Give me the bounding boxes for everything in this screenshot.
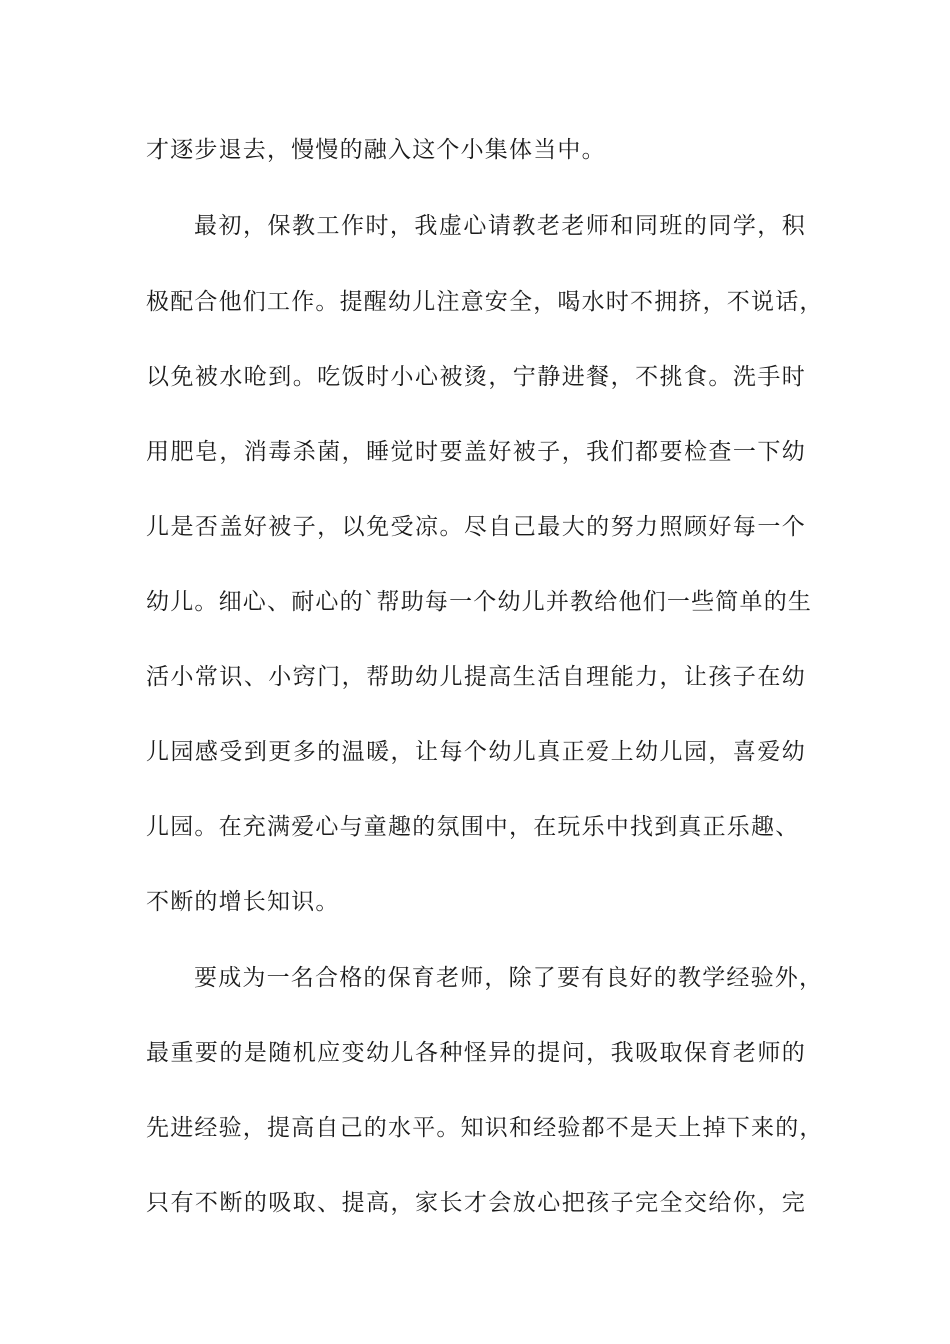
text-line: 先进经验，提高自己的水平。知识和经验都不是天上掉下来的， (146, 1115, 824, 1141)
text-line: 儿园感受到更多的温暖，让每个幼儿真正爱上幼儿园，喜爱幼 (146, 739, 806, 765)
text-line: 才逐步退去，慢慢的融入这个小集体当中。 (146, 137, 606, 163)
paragraph-start-line: 最初，保教工作时，我虚心请教老老师和同班的同学，积 (194, 213, 806, 239)
text-line: 不断的增长知识。 (146, 889, 340, 915)
text-line: 儿是否盖好被子，以免受凉。尽自己最大的努力照顾好每一个 (146, 514, 806, 540)
text-line: 用肥皂，消毒杀菌，睡觉时要盖好被子，我们都要检查一下幼 (146, 439, 806, 465)
text-line: 以免被水呛到。吃饭时小心被烫，宁静进餐，不挑食。洗手时 (146, 364, 806, 390)
text-line: 幼儿。细心、耐心的`帮助每一个幼儿并教给他们一些简单的生 (146, 589, 813, 615)
text-line: 极配合他们工作。提醒幼儿注意安全，喝水时不拥挤，不说话， (146, 289, 824, 315)
text-line: 活小常识、小窍门，帮助幼儿提高生活自理能力，让孩子在幼 (146, 664, 806, 690)
text-line: 只有不断的吸取、提高，家长才会放心把孩子完全交给你，完 (146, 1190, 806, 1216)
paragraph-start-line: 要成为一名合格的保育老师，除了要有良好的教学经验外， (194, 965, 824, 991)
text-line: 最重要的是随机应变幼儿各种怪异的提问，我吸取保育老师的 (146, 1040, 806, 1066)
text-line: 儿园。在充满爱心与童趣的氛围中，在玩乐中找到真正乐趣、 (146, 814, 800, 840)
